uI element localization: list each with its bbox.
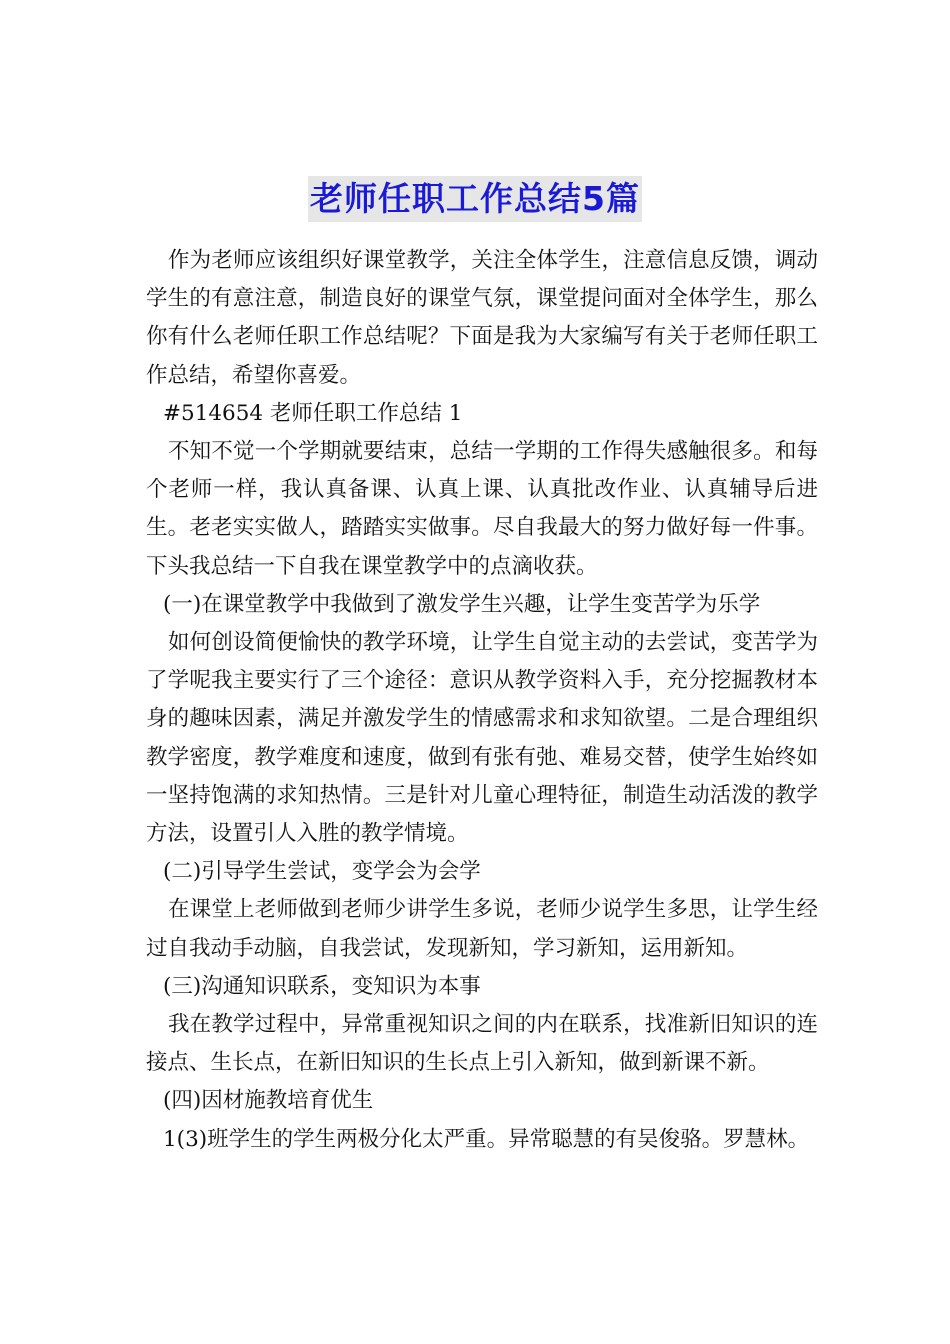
subheading-3: (三)沟通知识联系，变知识为本事 xyxy=(163,973,481,999)
subheading-4: (四)因材施教培育优生 xyxy=(163,1088,374,1114)
body-paragraph: 1(3)班学生的学生两极分化太严重。异常聪慧的有吴俊骆。罗慧林。 xyxy=(163,1126,810,1152)
document-body xyxy=(146,242,818,1159)
intro-paragraph: 作为老师应该组织好课堂教学，关注全体学生，注意信息反馈，调动学生的有意注意，制造良好的课堂气氛，课堂提问面对全体学生，那么你有什么老师任职工作总结呢？下面是我为大家编写有关于老师任职工作总结，希望你喜爱。 xyxy=(146,248,818,388)
subheading-2: (二)引导学生尝试，变学会为会学 xyxy=(163,859,481,885)
document-title: 老师任职工作总结5篇 xyxy=(308,176,642,222)
title-container xyxy=(0,176,950,222)
body-paragraph: 在课堂上老师做到老师少讲学生多说，老师少说学生多思，让学生经过自我动手动脑，自我尝试，发现新知，学习新知，运用新知。 xyxy=(146,897,818,961)
section-heading-1: #514654 老师任职工作总结 1 xyxy=(163,400,463,426)
body-paragraph: 我在教学过程中，异常重视知识之间的内在联系，找准新旧知识的连接点、生长点，在新旧知识的生长点上引入新知，做到新课不新。 xyxy=(146,1012,818,1076)
subheading-1: (一)在课堂教学中我做到了激发学生兴趣，让学生变苦学为乐学 xyxy=(163,591,761,617)
body-paragraph: 不知不觉一个学期就要结束，总结一学期的工作得失感触很多。和每个老师一样，我认真备课、认真上课、认真批改作业、认真辅导后进生。老老实实做人，踏踏实实做事。尽自我最大的努力做好每一件事。下头我总结一下自我在课堂教学中的点滴收获。 xyxy=(146,439,818,579)
body-paragraph: 如何创设简便愉快的教学环境，让学生自觉主动的去尝试，变苦学为了学呢我主要实行了三个途径：意识从教学资料入手，充分挖掘教材本身的趣味因素，满足并激发学生的情感需求和求知欲望。二是合理组织教学密度，教学难度和速度，做到有张有弛、难易交替，使学生始终如一坚持饱满的求知热情。三是针对儿童心理特征，制造生动活泼的教学方法，设置引人入胜的教学情境。 xyxy=(146,630,818,847)
